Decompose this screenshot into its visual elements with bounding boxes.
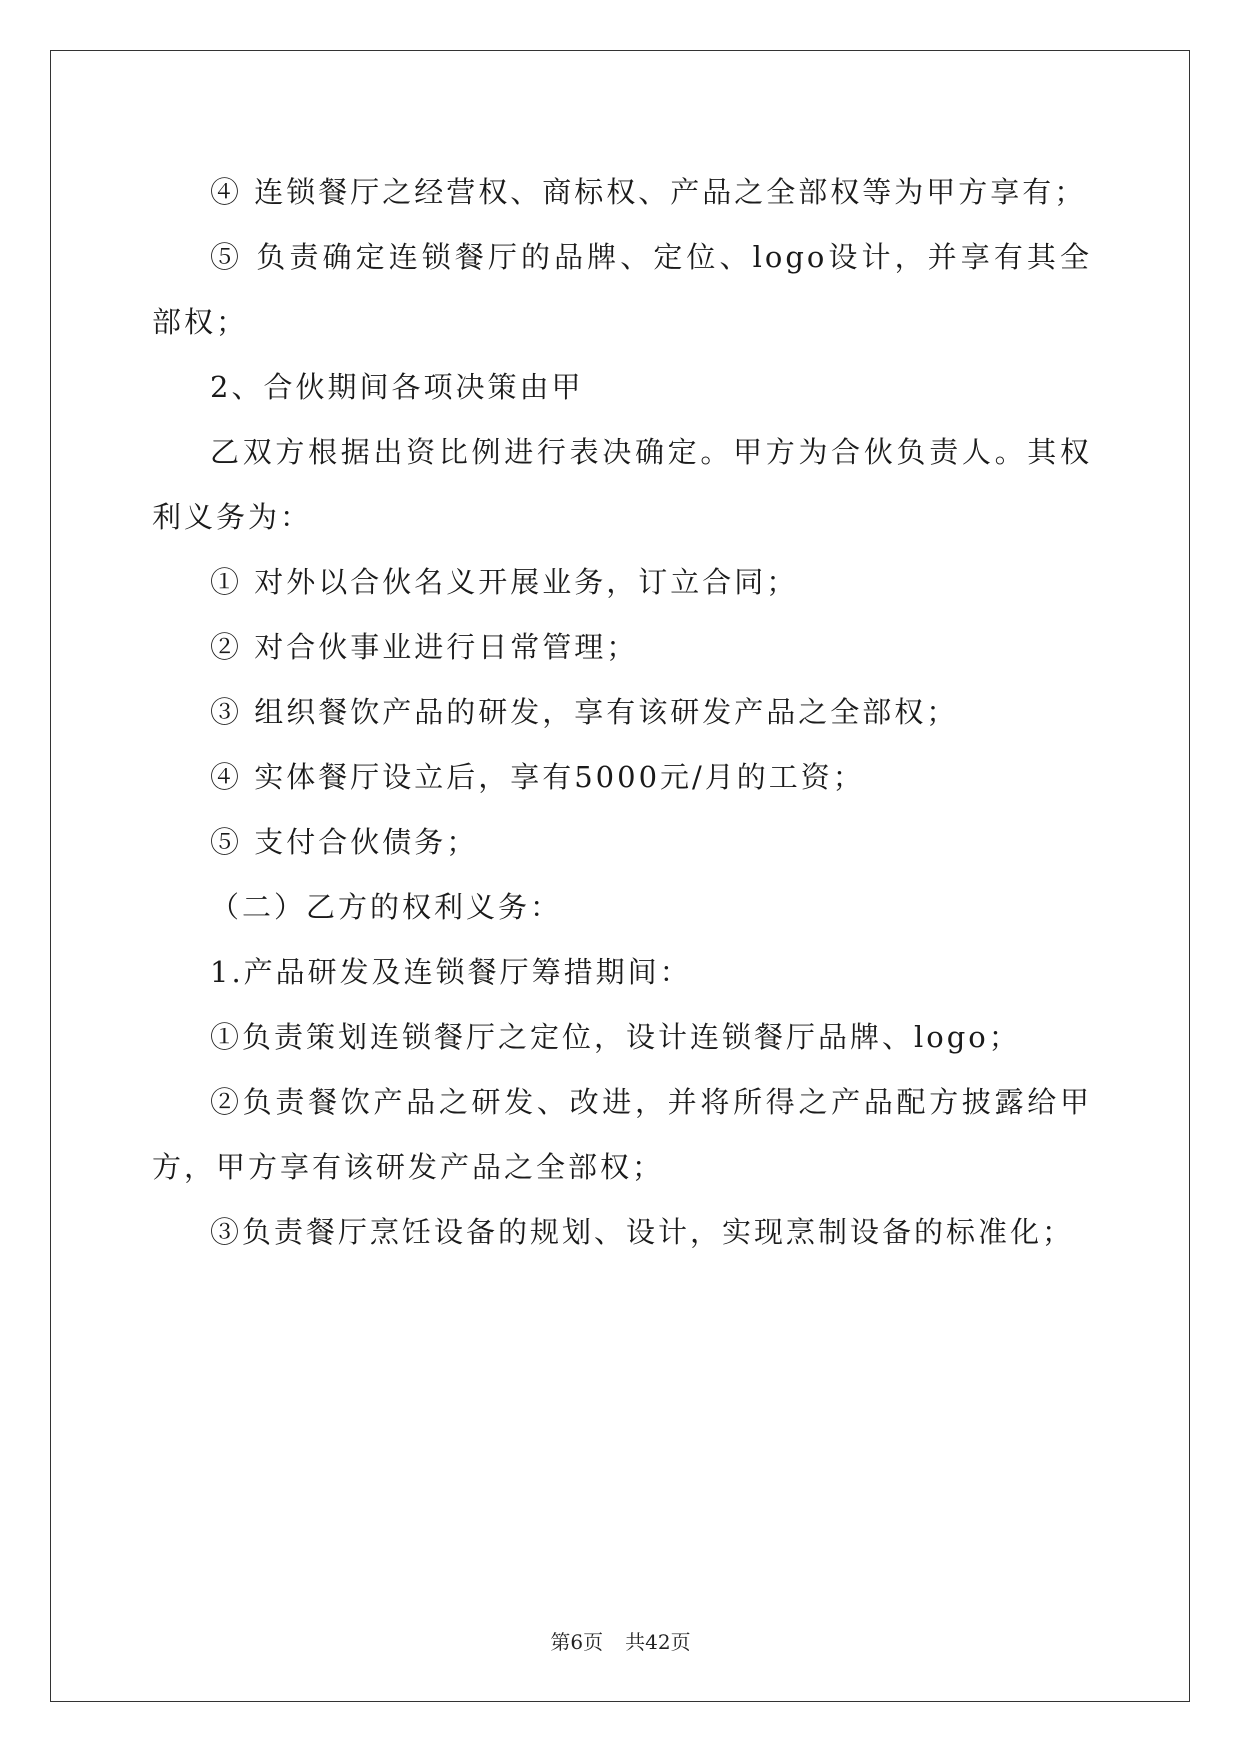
page-number: 第6页 <box>550 1630 604 1654</box>
paragraph: ④ 实体餐厅设立后，享有5000元/月的工资； <box>210 760 865 794</box>
paragraph: 乙双方根据出资比例进行表决确定。甲方为合伙负责人。其权利义务为： <box>152 435 1092 534</box>
page-total: 共42页 <box>625 1630 691 1654</box>
paragraph: ③ 组织餐饮产品的研发，享有该研发产品之全部权； <box>210 695 959 729</box>
paragraph: ②负责餐饮产品之研发、改进，并将所得之产品配方披露给甲方，甲方享有该研发产品之全部权； <box>152 1085 1092 1184</box>
page-footer <box>0 1626 1241 1655</box>
paragraph: ③负责餐厅烹饪设备的规划、设计，实现烹制设备的标准化； <box>210 1215 1075 1249</box>
paragraph: ④ 连锁餐厅之经营权、商标权、产品之全部权等为甲方享有； <box>210 175 1087 209</box>
paragraph: ⑤ 支付合伙债务； <box>210 825 479 859</box>
paragraph: 2、合伙期间各项决策由甲 <box>210 370 584 404</box>
paragraph: ⑤ 负责确定连锁餐厅的品牌、定位、logo设计，并享有其全部权； <box>152 240 1092 339</box>
paragraph: ①负责策划连锁餐厅之定位，设计连锁餐厅品牌、logo； <box>210 1020 1021 1054</box>
paragraph: ② 对合伙事业进行日常管理； <box>210 630 639 664</box>
document-body <box>152 160 1092 1265</box>
paragraph: ① 对外以合伙名义开展业务，订立合同； <box>210 565 799 599</box>
paragraph: 1.产品研发及连锁餐厅筹措期间： <box>210 955 692 989</box>
paragraph: （二）乙方的权利义务： <box>210 890 563 924</box>
